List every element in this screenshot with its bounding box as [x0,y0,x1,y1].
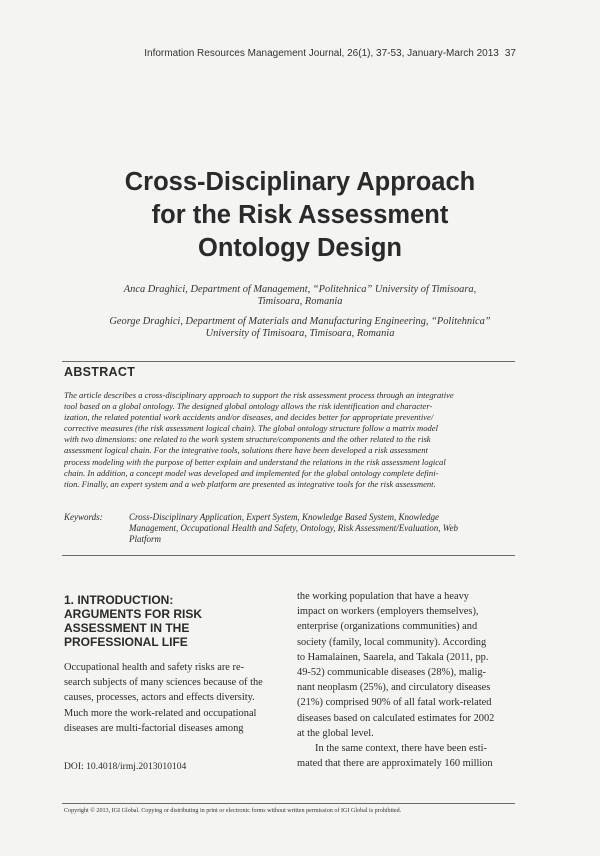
body-line: impact on workers (employers themselves), [297,606,479,618]
body-line: society (family, local community). According [297,636,487,648]
body-line: Much more the work-related and occupational [64,707,257,719]
abstract-line: corrective measures (the risk assessment logical chain). The global ontology structure follow a matrix model [64,423,439,434]
author-affiliation-2 [60,316,540,340]
title-line: Cross-Disciplinary Approach [124,168,476,196]
body-line: (21%) comprised 90% of all fatal work-related [297,697,492,709]
body-line: search subjects of many sciences because of the [64,677,263,689]
title-line: for the Risk Assessment [151,201,449,229]
paper-title [40,166,560,265]
keywords-line: Cross-Disciplinary Application, Expert System, Knowledge Based System, Knowledge [129,512,439,522]
section-heading-line: ASSESSMENT IN THE [64,621,190,635]
doi-link[interactable]: DOI: 10.4018/irmj.2013010104 [64,761,187,772]
abstract-heading: ABSTRACT [64,365,136,379]
abstract-line: The article describes a cross-disciplinary approach to support the risk assessment process through an integrative [64,390,454,400]
author-line: Timisoara, Romania [257,296,343,307]
author-affiliation-1 [60,284,540,308]
title-line: Ontology Design [198,234,402,262]
keywords-line: Platform [129,534,162,545]
author-line: George Draghici, Department of Materials and Manufacturing Engineering, “Politehnica” [109,316,491,327]
author-line: University of Timisoara, Timisoara, Romania [205,328,395,339]
body-line: In the same context, there have been esti- [315,743,487,755]
abstract-line: process modeling with the purpose of better explain and understand the relations in the risk assessment logical [64,456,446,467]
copyright-notice: Copyright © 2013, IGI Global. Copying or distributing in print or electronic forms without written permission of IGI Global is prohibited. [64,808,402,814]
page-number: 37 [504,48,516,59]
section-heading-line: ARGUMENTS FOR RISK [64,607,202,621]
abstract-top-rule [62,361,515,362]
section-heading [64,593,202,649]
body-column-left [64,660,282,736]
keywords-list [129,512,515,546]
section-heading-line: 1. INTRODUCTION: [64,593,174,607]
abstract-line: tion. Finally, an expert system and a web platform are presented as integrative tools for the risk assessment. [64,478,436,489]
abstract-line: tool based on a global ontology. The designed global ontology allows the risk identification and character- [64,401,433,412]
body-line: at the global level. [297,727,374,739]
abstract-line: ization, the related potential work accidents and/or diseases, and decides better for appropriate preventive/ [64,412,434,423]
abstract-line: assessment logical chain. For the integrative tools, solutions there have been developed a risk assessment [64,445,428,456]
body-line: the working population that have a heavy [297,591,469,602]
body-line: diseases are multi-factorial diseases among [64,722,244,734]
body-line: nant neoplasm (25%), and circulatory diseases [297,682,491,694]
body-line: to Hamalainen, Saarela, and Takala (2011, pp. [297,651,489,663]
footer-rule [62,803,515,804]
section-heading-line: PROFESSIONAL LIFE [64,635,188,649]
body-line: 49-52) communicable diseases (28%), malig- [297,667,486,679]
author-line: Anca Draghici, Department of Management, “Politehnica” University of Timisoara, [123,284,477,295]
body-column-right [297,589,515,771]
abstract-body [64,390,516,490]
abstract-bottom-rule [62,555,515,556]
body-line: diseases based on calculated estimates for 2002 [297,712,495,724]
body-line: causes, processes, actors and effects diversity. [64,692,255,704]
running-header [144,48,516,59]
keywords-label: Keywords: [64,512,103,522]
body-line: mated that there are approximately 160 million [297,758,493,770]
abstract-line: with two dimensions: one related to the work system structure/components and the other related to the risk [64,434,431,445]
keywords-line: Management, Occupational Health and Safety, Ontology, Risk Assessment/Evaluation, Web [129,523,458,534]
body-line: Occupational health and safety risks are re- [64,662,245,673]
journal-citation: Information Resources Management Journal, 26(1), 37-53, January-March 2013 [144,48,499,59]
body-line: enterprise (organizations communities) and [297,621,478,633]
abstract-line: chain. In addition, a concept model was developed and implemented for the global ontology complete defini- [64,467,439,478]
